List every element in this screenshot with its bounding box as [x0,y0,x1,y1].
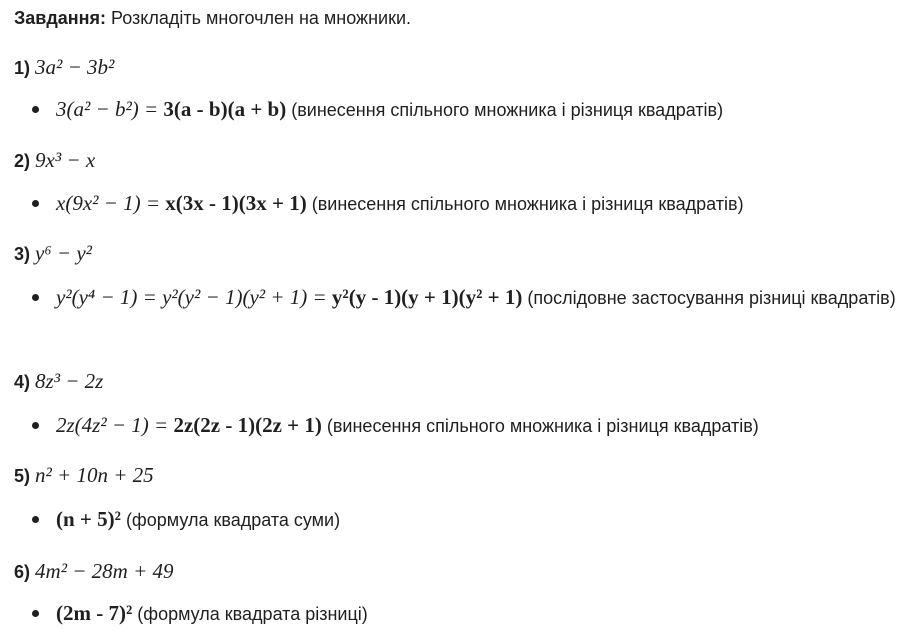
solution-work: x(9x² − 1) = [56,191,166,215]
problem-6-heading [14,556,174,587]
problem-number: 5) [14,466,31,486]
problem-1-solution [0,92,918,126]
bullet-dot [32,516,39,523]
solution-answer: 3(a - b)(a + b) [163,97,287,121]
problem-expression: 9x³ − x [35,148,96,172]
solution-work: y²(y⁴ − 1) = y²(y² − 1)(y² + 1) = [56,285,332,309]
problem-expression: 8z³ − 2z [35,369,104,393]
problem-expression: 3a² − 3b² [35,55,115,79]
problem-expression: 4m² − 28m + 49 [35,559,174,583]
bullet-dot [32,106,39,113]
task-statement [14,6,411,30]
solution-work: 2z(4z² − 1) = [56,413,174,437]
bullet-dot [32,294,39,301]
problem-expression: y⁶ − y² [35,241,92,265]
solution-answer: x(3x - 1)(3x + 1) [165,191,307,215]
problem-1-heading [14,52,114,83]
solution-answer: (n + 5)² [56,507,121,531]
problem-expression: n² + 10n + 25 [35,463,154,487]
problem-number: 1) [14,58,31,78]
problem-number: 3) [14,244,31,264]
bullet-dot [32,422,39,429]
problem-6-solution [0,596,918,630]
problem-2-heading [14,145,95,176]
task-text: Розкладіть многочлен на множники. [106,8,412,28]
solution-answer: y²(y - 1)(y + 1)(y² + 1) [331,285,523,309]
solution-note: (послідовне застосування різниці квадратів) [522,288,896,308]
problem-5-solution [0,502,918,536]
problem-number: 2) [14,151,31,171]
problem-3-solution [0,280,918,348]
solution-work: 3(a² − b²) = [56,97,164,121]
problem-number: 4) [14,372,31,392]
solution-note: (винесення спільного множника і різниця квадратів) [306,194,744,214]
solution-answer: 2z(2z - 1)(2z + 1) [173,413,322,437]
problem-4-heading [14,366,103,397]
problem-3-heading [14,238,92,269]
solution-answer: (2m - 7)² [56,601,133,625]
solution-note: (формула квадрата суми) [120,510,341,530]
problem-2-solution [0,186,918,220]
task-label: Завдання: [14,8,107,28]
bullet-dot [32,610,39,617]
solution-note: (винесення спільного множника і різниця квадратів) [286,100,724,120]
problem-number: 6) [14,562,31,582]
solution-note: (формула квадрата різниці) [132,604,368,624]
problem-4-solution [0,408,918,442]
problem-5-heading [14,460,154,491]
solution-note: (винесення спільного множника і різниця квадратів) [321,416,759,436]
bullet-dot [32,200,39,207]
